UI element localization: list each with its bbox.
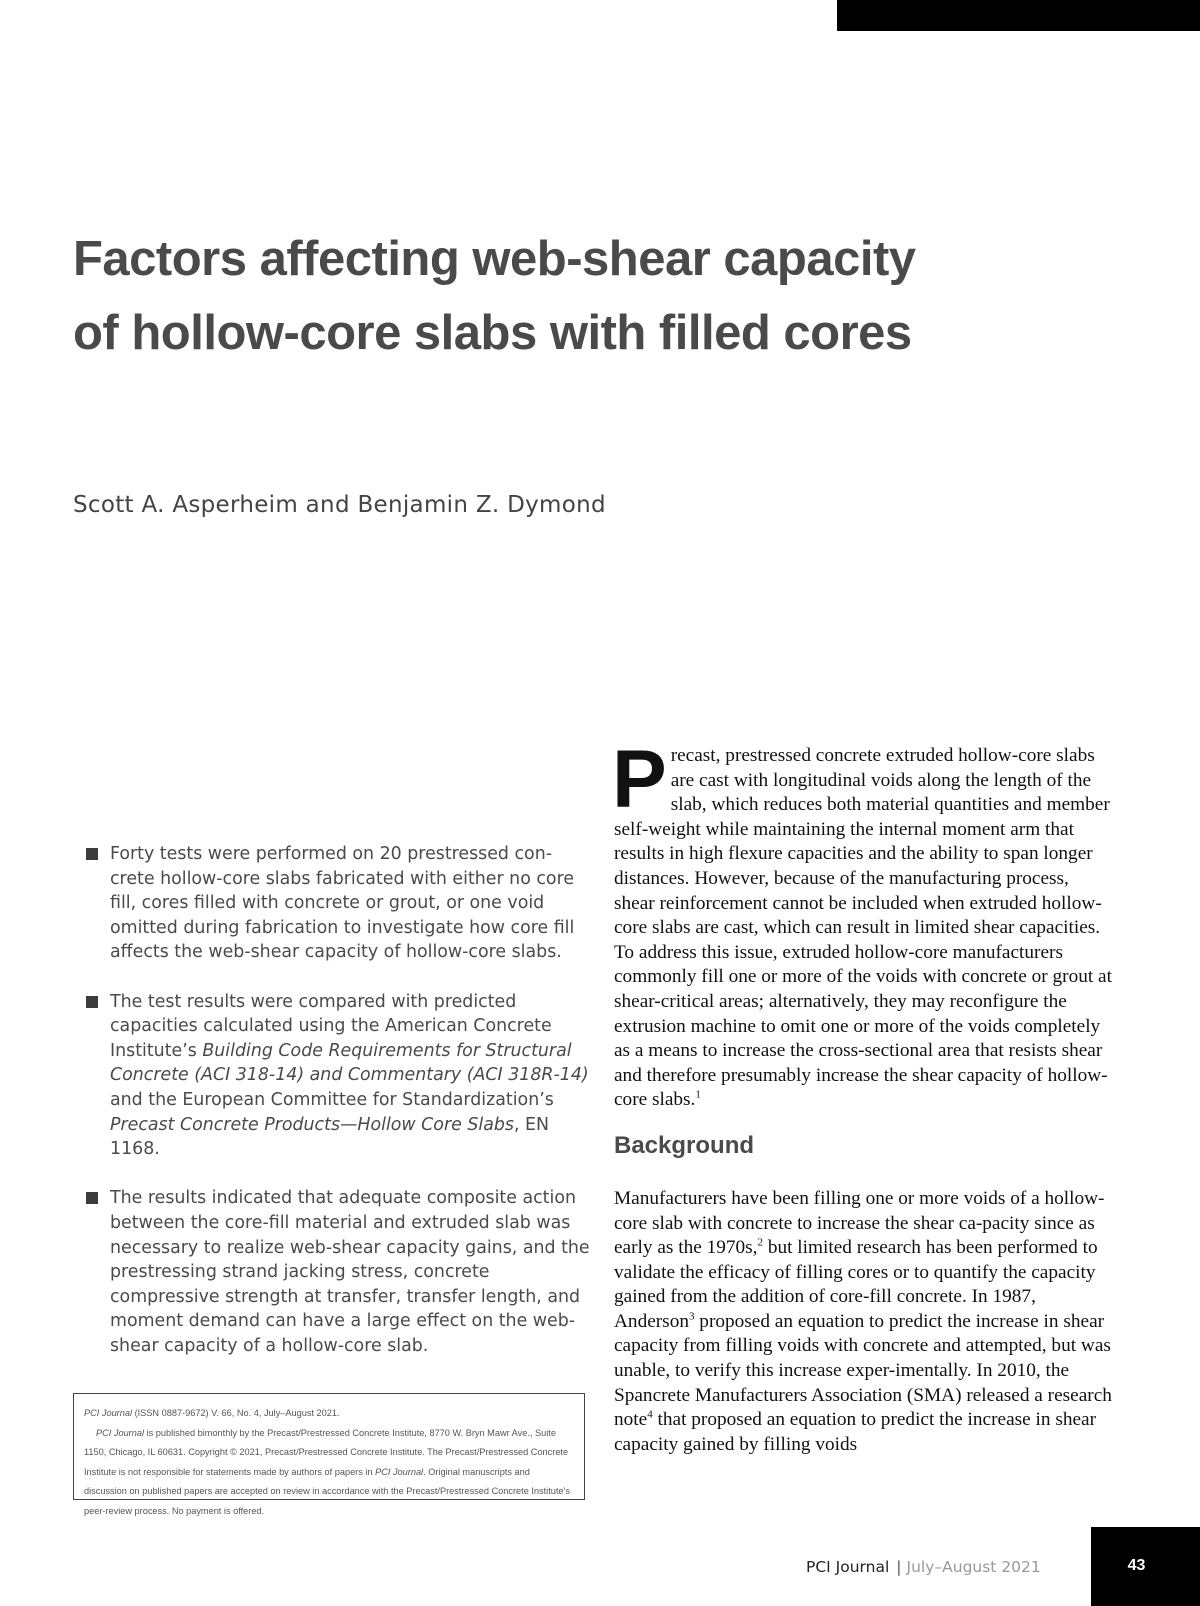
publication-notice-box <box>73 1393 585 1516</box>
drop-cap: P <box>612 734 667 825</box>
summary-bullet <box>86 1186 596 1358</box>
footer-date: July–August 2021 <box>906 1558 1041 1576</box>
authors: Scott A. Asperheim and Benjamin Z. Dymond <box>73 492 606 518</box>
notice-text: (ISSN 0887-9672) V. 66, No. 4, July–August 2021. <box>132 1408 340 1418</box>
page-number: 43 <box>1127 1557 1146 1574</box>
footer-separator: | <box>896 1558 902 1576</box>
citation-ref: 2 <box>757 1236 763 1249</box>
body-column <box>612 734 1114 1457</box>
paragraph-text: but limited research has been performed to validate the efficacy of filling cores or to quantify the capacity gained from the addition of core-fill concrete. In 1987, Anderson <box>614 1237 1098 1332</box>
intro-paragraph <box>612 734 1114 1113</box>
journal-name: PCI Journal <box>84 1408 133 1418</box>
citation-ref: 4 <box>647 1408 653 1421</box>
bullet-text: The results indicated that adequate composite action between the core-fill material and extruded slab was necessary to realize web-shear capacity gains, and the prestressing strand jacking stress, concrete compressive strength at transfer, transfer length, and moment demand can have a large effect on the web-shear capacity of a hollow-core slab. <box>110 1188 590 1356</box>
citation-ref: 3 <box>688 1310 695 1323</box>
bullet-text: The test results were compared with predicted capacities calculated using the American Concrete Institute’s <box>110 991 552 1061</box>
summary-bullet <box>86 990 596 1162</box>
section-heading-background: Background <box>614 1131 755 1159</box>
paragraph-text: that proposed an equation to predict the increase in shear capacity gained by filling voids <box>614 1409 1097 1455</box>
bullet-text: and the European Committee for Standardization’s <box>110 1089 554 1110</box>
footer-journal: PCI Journal <box>806 1558 890 1576</box>
paragraph-text: proposed an equation to predict the increase in shear capacity from filling voids with concrete and attempted, but was unable, to verify this increase exper-imentally. In 2010, the Spancrete Manufacturers Association (SMA) released a research note <box>614 1310 1112 1431</box>
bullet-text: Forty tests were performed on 20 prestressed con-crete hollow-core slabs fabricated with either no core fill, cores filled with concrete or grout, or one void omitted during fabrication to investigate how core fill affects the web-shear capacity of hollow-core slabs. <box>110 844 575 963</box>
notice-text: is published bimonthly by the Precast/Prestressed Concrete Institute, 8770 W. Bryn Mawr Ave., Suite 1150, Chicago, IL 60631. Copyright © 2021, Precast/Prestressed Concrete Institute. The Precast/Prestressed Concrete Institute is not responsible for statements made by authors of papers in <box>84 1427 569 1477</box>
title-line-2: of hollow-core slabs with filled cores <box>73 306 912 360</box>
citation-ref: 1 <box>695 1088 701 1101</box>
notice-text: . Original manuscripts and discussion on published papers are accepted on review in accordance with the Precast/Prestressed Concrete Institute’s peer-review process. No payment is offered. <box>84 1466 571 1516</box>
bullet-square-icon <box>86 1192 98 1204</box>
summary-bullet <box>86 842 596 965</box>
page-footer <box>806 1558 1041 1576</box>
bullet-square-icon <box>86 996 98 1008</box>
aci-code-title: Building Code Requirements for Structural Concrete (ACI 318-14) and Commentary (ACI 318R-14) <box>110 1040 589 1086</box>
title-line-1: Factors affecting web-shear capacity <box>73 232 916 286</box>
page-number-box <box>1091 1527 1200 1606</box>
background-paragraph <box>614 1187 1114 1458</box>
article-title <box>73 222 1153 370</box>
paragraph-text: Manufacturers have been filling one or more voids of a hollow-core slab with concrete to increase the shear ca-pacity since as early as the 1970s, <box>614 1187 1105 1259</box>
en-standard-title: Precast Concrete Products—Hollow Core Slabs <box>110 1114 514 1135</box>
notice-line-1 <box>84 1404 574 1424</box>
summary-bullets <box>86 842 596 1383</box>
notice-paragraph <box>84 1424 574 1522</box>
paragraph-text: recast, prestressed concrete extruded hollow-core slabs are cast with longitudinal voids along the length of the slab, which reduces both material quantities and member self-weight while maintaining the internal moment arm that results in high flexure capacities and the ability to span longer distances. However, because of the manufacturing process, shear reinforcement cannot be included when extruded hollow-core slabs are cast, which can result in limited shear capacities. To address this issue, extruded hollow-core manufacturers commonly fill one or more of the voids with concrete or grout at shear-critical areas; alternatively, they may reconfigure the extrusion machine to omit one or more of the voids completely as a means to increase the cross-sectional area that resists shear and therefore presumably increase the shear capacity of hollow-core slabs. <box>614 745 1112 1111</box>
bullet-square-icon <box>86 848 98 860</box>
bullet-text: , EN 1168. <box>110 1114 550 1160</box>
journal-name: PCI Journal <box>375 1466 424 1477</box>
top-black-bar <box>837 0 1200 31</box>
journal-name: PCI Journal <box>96 1427 145 1438</box>
